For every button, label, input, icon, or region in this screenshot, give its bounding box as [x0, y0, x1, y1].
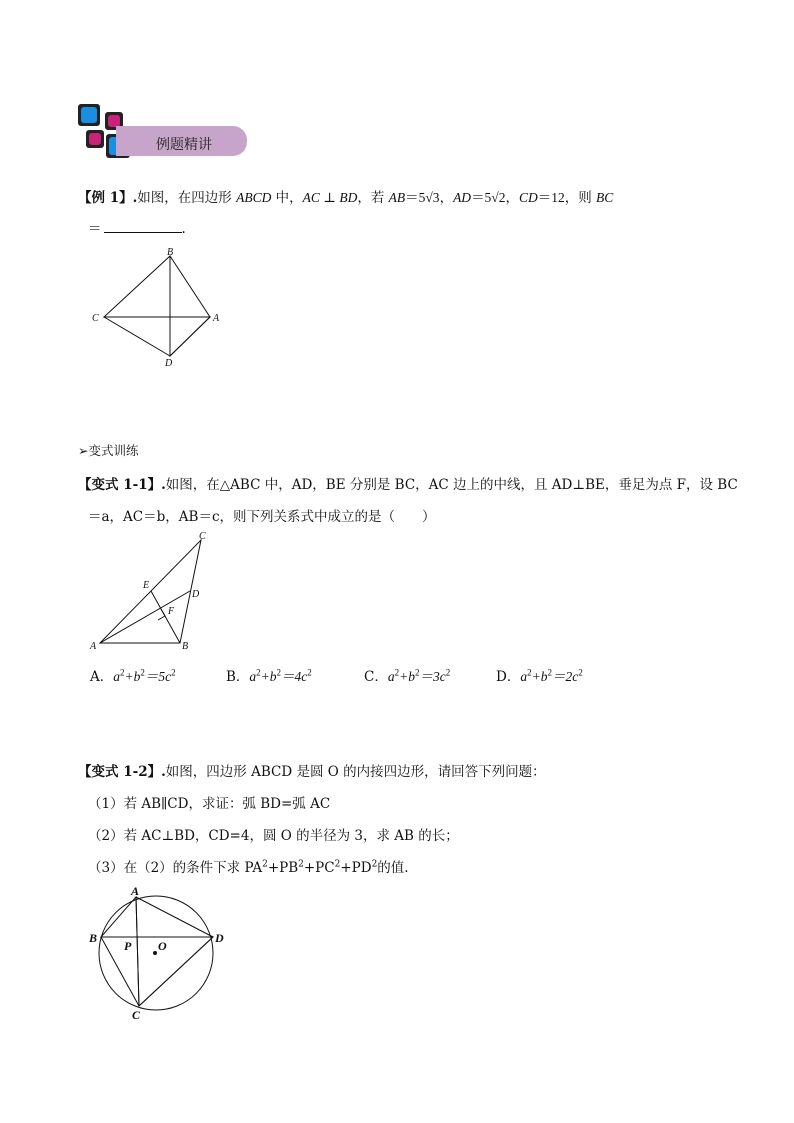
variant2-question-1: （1）若 AB∥CD，求证：弧 BD=弧 AC: [88, 796, 331, 812]
example1-sep2: ，: [505, 190, 519, 206]
median-ad: [100, 591, 190, 643]
option-exp: 2: [394, 667, 400, 678]
example1-text: 如图，在四边形: [137, 190, 237, 206]
variant1-line1: [78, 473, 738, 493]
point-label-c: C: [199, 531, 206, 542]
edge-cd: [104, 317, 170, 356]
option-text: a: [113, 669, 120, 684]
option-exp: 2: [547, 667, 552, 678]
variant-heading: ➢变式训练: [78, 443, 139, 458]
edge-ba: [170, 256, 210, 317]
point-label-e: E: [143, 580, 150, 591]
option-exp: 2: [527, 667, 532, 678]
example1-ab: AB: [388, 190, 406, 205]
q3-text: 的值.: [377, 860, 409, 876]
option-letter: A．: [90, 669, 114, 685]
edge-ad: [136, 897, 213, 937]
point-label-o: O: [158, 939, 167, 953]
q3-exp: 2: [334, 859, 341, 870]
right-angle-mark: [158, 609, 165, 620]
example1-line1: [78, 186, 613, 206]
variant2-intro-line: [78, 760, 546, 780]
option-exp: 2: [307, 667, 312, 678]
point-label-c: C: [92, 313, 99, 324]
option-exp: 2: [578, 667, 583, 678]
variant2-tag: 【变式 1-2】.: [78, 764, 166, 780]
example1-condition: AC ⊥ BD: [302, 190, 358, 205]
option-letter: B．: [226, 669, 250, 685]
variant2-figure: [86, 880, 236, 1025]
example1-text-c: ，若: [357, 190, 389, 206]
variant1-tag: 【变式 1-1】.: [78, 477, 166, 493]
variant2-intro: 如图，四边形 ABCD 是圆 O 的内接四边形，请回答下列问题：: [165, 764, 546, 780]
example1-ad: AD: [453, 190, 472, 205]
center-dot: [153, 951, 157, 955]
example1-cd-value: ＝12: [537, 190, 565, 205]
option-exp: 2: [276, 667, 282, 678]
option-exp: 2: [445, 667, 451, 678]
example1-bc: BC: [596, 190, 614, 205]
point-label-b: B: [182, 641, 189, 652]
q3-text: （3）在（2）的条件下求 PA: [88, 860, 263, 876]
variant2-question-2: （2）若 AC⊥BD，CD=4，圆 O 的半径为 3，求 AB 的长；: [88, 828, 459, 844]
point-label-p: P: [124, 939, 132, 953]
point-label-d: D: [192, 589, 200, 600]
example1-quad: ABCD: [236, 190, 272, 205]
q3-text: +PC: [303, 860, 335, 876]
point-label-d: D: [215, 931, 224, 945]
option-letter: D．: [496, 669, 521, 685]
point-label-d: D: [165, 358, 173, 369]
example1-text-b: 中，: [271, 190, 303, 206]
edge-dc: [139, 937, 213, 1006]
variant1-text-1: 如图，在△ABC 中，AD，BE 分别是 BC，AC 边上的中线，且 AD⊥BE，垂足为点 F，设 BC: [165, 477, 738, 493]
option-c[interactable]: [364, 665, 450, 685]
option-text: +b: [124, 669, 141, 684]
example1-cd: CD: [518, 190, 538, 205]
triangle-abc: [100, 540, 201, 643]
variant2-question-3: [88, 856, 409, 876]
point-label-a: A: [90, 641, 97, 652]
option-exp: 2: [256, 667, 261, 678]
option-text: ＝4c: [281, 669, 308, 684]
example1-ad-value: ＝5√2: [471, 190, 506, 205]
logo-square-magenta-2: [89, 133, 101, 145]
logo-square-blue-1: [81, 107, 97, 123]
point-label-f: F: [168, 606, 175, 617]
point-label-a: A: [131, 884, 140, 898]
answer-blank[interactable]: [104, 220, 182, 233]
option-exp: 2: [414, 667, 420, 678]
option-exp: 2: [171, 667, 176, 678]
q3-exp: 2: [298, 859, 304, 870]
diagonal-ac: [136, 897, 139, 1006]
option-text: +b: [399, 669, 415, 684]
edge-bc: [101, 937, 139, 1006]
example1-text-d: ，则: [564, 190, 597, 206]
option-letter: C．: [364, 669, 388, 685]
point-label-b: B: [89, 931, 98, 945]
quad-edges: [104, 256, 210, 356]
example1-line2: [88, 217, 186, 237]
option-text: +b: [260, 669, 277, 684]
example1-period: .: [181, 221, 186, 237]
example1-ab-value: ＝5√3: [405, 190, 440, 205]
variant1-line2: ＝a，AC＝b，AB＝c，则下列关系式中成立的是（ ）: [88, 509, 436, 525]
example1-equals: ＝: [88, 221, 102, 237]
option-text: ＝5c: [144, 669, 172, 684]
variant1-figure: [88, 530, 218, 655]
section-title: 例题精讲: [156, 137, 212, 153]
example1-figure: [88, 244, 228, 372]
option-text: +b: [531, 669, 548, 684]
example1-tag: 【例 1】.: [78, 190, 138, 206]
option-a[interactable]: [90, 665, 176, 685]
q3-text: +PD: [340, 860, 372, 876]
option-text: a: [520, 669, 528, 684]
option-exp: 2: [140, 667, 145, 678]
point-label-c: C: [132, 1008, 141, 1022]
option-text: ＝2c: [551, 669, 579, 684]
option-text: ＝3c: [419, 669, 446, 684]
point-label-a: A: [213, 313, 220, 324]
option-b[interactable]: [226, 665, 312, 685]
section-header: [78, 104, 250, 162]
example1-sep1: ，: [439, 190, 454, 206]
q3-exp: 2: [371, 859, 378, 870]
option-text: a: [387, 669, 395, 684]
option-d[interactable]: [496, 665, 583, 685]
edge-ad: [170, 317, 210, 356]
q3-text: +PB: [267, 860, 299, 876]
q3-exp: 2: [262, 859, 268, 870]
option-text: a: [249, 669, 257, 684]
option-exp: 2: [120, 667, 125, 678]
point-label-b: B: [167, 247, 174, 258]
